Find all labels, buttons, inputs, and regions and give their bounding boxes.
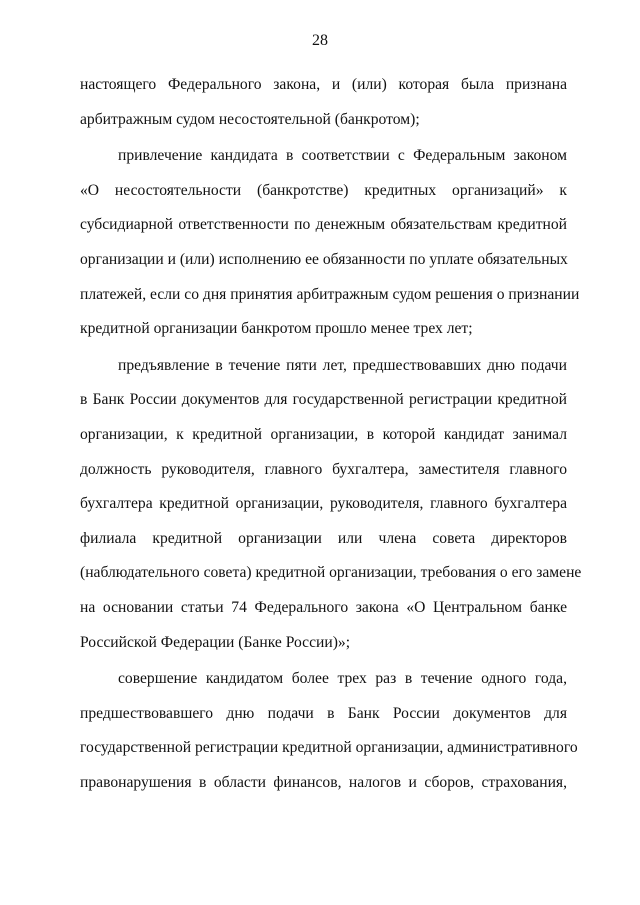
text-line: «О несостоятельности (банкротстве) кредитных организаций» к — [80, 181, 567, 199]
text-line: кредитной организации банкротом прошло менее трех лет; — [80, 320, 473, 338]
paragraph-3 — [80, 349, 582, 660]
text-line: привлечение кандидата в соответствии с Федеральным законом — [118, 147, 567, 165]
text-line: на основании статьи 74 Федерального закона «О Центральном банке — [80, 598, 567, 616]
text-line: организации и (или) исполнению ее обязанности по уплате обязательных — [80, 250, 568, 268]
paragraph-1 — [80, 68, 567, 137]
text-line: платежей, если со дня принятия арбитражным судом решения о признании — [80, 285, 580, 303]
text-line: бухгалтера кредитной организации, руководителя, главного бухгалтера — [80, 495, 567, 513]
paragraph-2 — [80, 139, 580, 347]
text-line: должность руководителя, главного бухгалтера, заместителя главного — [80, 460, 567, 478]
text-line: предъявление в течение пяти лет, предшествовавших дню подачи — [118, 356, 567, 374]
text-line: субсидиарной ответственности по денежным обязательствам кредитной — [80, 216, 567, 234]
text-line: организации, к кредитной организации, в которой кандидат занимал — [80, 425, 567, 443]
page-number: 28 — [312, 32, 328, 49]
text-line: государственной регистрации кредитной организации, административного — [80, 739, 578, 757]
text-line: правонарушения в области финансов, налогов и сборов, страхования, — [80, 773, 567, 791]
document-body — [80, 68, 582, 800]
text-line: совершение кандидатом более трех раз в течение одного года, — [118, 670, 567, 688]
text-line: Российской Федерации (Банке России)»; — [80, 633, 351, 651]
text-line: предшествовавшего дню подачи в Банк России документов для — [80, 704, 567, 722]
text-line: (наблюдательного совета) кредитной организации, требования о его замене — [80, 564, 582, 582]
text-line: в Банк России документов для государственной регистрации кредитной — [80, 391, 567, 409]
paragraph-4 — [80, 662, 578, 800]
text-line: арбитражным судом несостоятельной (банкротом); — [80, 110, 420, 128]
text-line: филиала кредитной организации или члена совета директоров — [80, 529, 567, 547]
text-line: настоящего Федерального закона, и (или) которая была признана — [80, 76, 567, 93]
